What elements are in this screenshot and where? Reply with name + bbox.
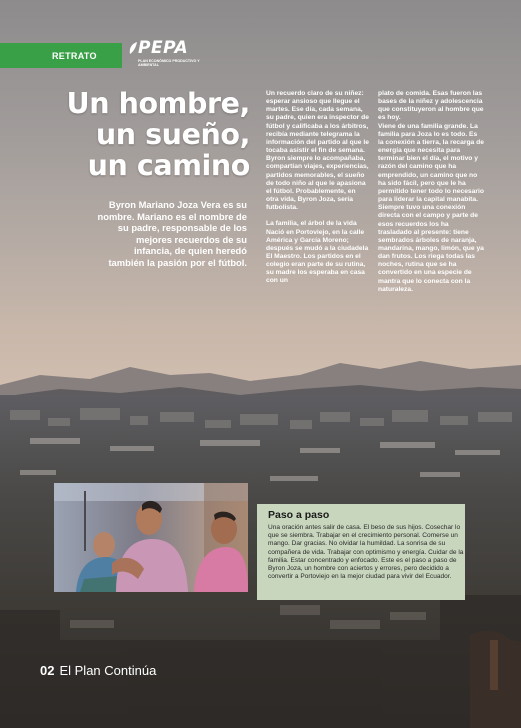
- section-tag: [0, 43, 122, 68]
- headline-line-3: un camino: [87, 149, 250, 182]
- column-2-paragraph-3: Siempre tuvo una conexión directa con el campo y parte de esos recuerdos los ha trasladado al presente: tiene sembrados árboles de naranja, mandarina, mango, limón, que ya dan frutos. Los riega todas las noches, rutina que se ha convertido en una especie de mantra que lo conecta con la naturaleza.: [378, 204, 484, 293]
- headline-line-1: Un hombre,: [66, 87, 250, 120]
- column-1-paragraph-2: Nació en Portoviejo, en la calle América y García Moreno; después se mudó a la ciudadela El Maestro. Los partidos en el colegio eran parte de su rutina, su madre los esperaba en casa con un: [266, 228, 369, 285]
- logo-tagline: PLAN ECONÓMICO PRODUCTIVO Y AMBIENTAL: [138, 59, 200, 67]
- box-text: Una oración antes salir de casa. El beso de sus hijos. Cosechar lo que se siembra. Trabajar en el crecimiento personal. Comerse un mango. Dar gracias. No olvidar la humildad. La sonrisa de su compañera de vida. Trabajar con optimismo y energía. Cuidar de la familia. Estar concentrado y enfocado. Este es el paso a paso de Byron Joza, un hombre con aciertos y errores, pero decidido a convertir a Portoviejo en la mejor ciudad para vivir del Ecuador.: [268, 524, 464, 581]
- article-headline: [30, 88, 250, 181]
- column-2-paragraph-2: Viene de una familia grande. La familia para Joza lo es todo. Es la conexión a tierra, la recarga de energía que necesita para terminar bien el día, el motivo y razón del camino que ha emprendido, un camino que no ha sido fácil, pero que le ha permitido tener todo lo necesario para liderar la capital manabita.: [378, 122, 484, 204]
- inset-photo-illustration: [54, 483, 248, 592]
- page-footer: [40, 663, 156, 683]
- pepa-logo: [128, 38, 208, 74]
- inset-photo-people-embracing: [54, 483, 248, 592]
- publication-name: El Plan Continúa: [59, 663, 157, 678]
- column-1-subheading: La familia, el árbol de la vida: [266, 220, 357, 228]
- section-tag-label: RETRATO: [52, 50, 97, 61]
- page-number: 02: [40, 663, 55, 678]
- logo-wordmark: PEPA: [138, 38, 189, 58]
- paso-a-paso-box: [257, 504, 465, 600]
- column-2-paragraph-1: plato de comida. Esas fueron las bases de la niñez y adolescencia que constituyeron al hombre que es hoy.: [378, 90, 484, 122]
- article-subhead: Byron Mariano Joza Vera es su nombre. Mariano es el nombre de su padre, responsable de los mejores recuerdos de su infancia, de quien heredó también la pasión por el fútbol.: [97, 199, 247, 268]
- box-title: Paso a paso: [268, 509, 330, 521]
- leaf-icon: [128, 41, 138, 55]
- article-column-1: [266, 90, 370, 286]
- column-1-paragraph-1: Un recuerdo claro de su niñez: esperar ansioso que llegue el martes. Ese día, cada semana, su padre, quien era inspector de fútbol y calificaba a los árbitros, recibía mediante telegrama la información del partido al que le tocaba asistir el fin de semana. Byron siempre lo acompañaba, compartían viajes, experiencias, partidos memorables, el sueño de todo niño al que le apasiona el fútbol. Probablemente, en otra vida, Byron Joza, sería futbolista.: [266, 90, 369, 212]
- article-column-2: [378, 90, 484, 294]
- headline-line-2: un sueño,: [95, 118, 250, 151]
